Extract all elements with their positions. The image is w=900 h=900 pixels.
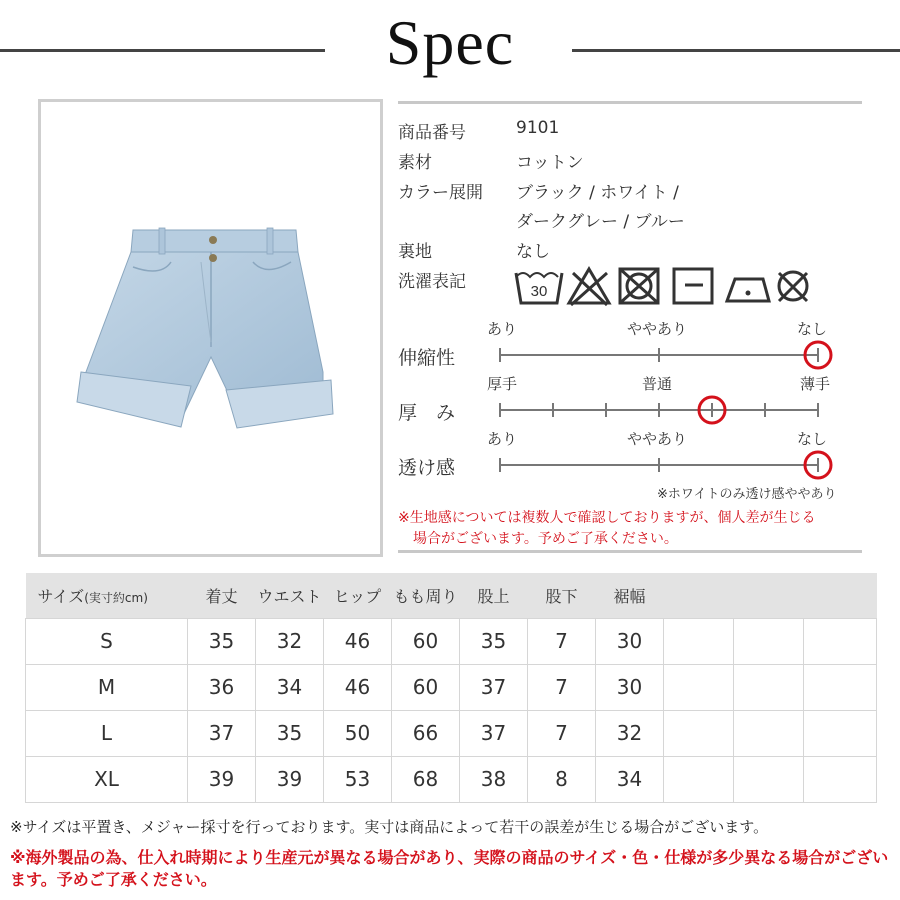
size-cell: XL [26, 756, 188, 802]
column-header: 股下 [528, 573, 596, 618]
wash-30-icon [516, 273, 562, 303]
table-cell-empty [664, 618, 734, 664]
product-no-value: 9101 [516, 118, 560, 138]
product-image-frame [38, 99, 383, 557]
material-label: 素材 [398, 153, 432, 173]
table-cell: 35 [460, 618, 528, 664]
thickness-scale [490, 391, 840, 429]
size-cell: S [26, 618, 188, 664]
footer-note-measurement: ※サイズは平置き、メジャー採寸を行っております。実寸は商品によって若干の誤差が生じる場合がございます。 [10, 818, 769, 836]
stretch-title: 伸縮性 [398, 347, 456, 369]
table-cell: 30 [596, 618, 664, 664]
thickness-label-right: 薄手 [800, 375, 831, 393]
table-cell-empty [664, 710, 734, 756]
colors-label: カラー展開 [398, 183, 483, 203]
footer-note-overseas: ※海外製品の為、仕入れ時期により生産元が異なる場合があり、実際の商品のサイズ・色・仕様が多少異なる場合がございます。予めご了承ください。 [10, 848, 889, 889]
table-cell: 53 [324, 756, 392, 802]
colors-value-line2: ダークグレー / ブルー [516, 212, 685, 232]
title-divider-right [572, 49, 900, 52]
column-header-empty [664, 573, 734, 618]
stretch-label-left: あり [487, 320, 518, 338]
table-cell: 7 [528, 664, 596, 710]
sheer-title: 透け感 [398, 457, 456, 479]
table-row [26, 710, 877, 756]
table-cell: 8 [528, 756, 596, 802]
table-cell: 39 [188, 756, 256, 802]
iron-low-icon [727, 279, 769, 301]
table-cell-empty [664, 664, 734, 710]
stretch-scale [490, 336, 840, 374]
table-cell: 7 [528, 710, 596, 756]
sheer-label-left: あり [487, 430, 518, 448]
sheer-label-right: なし [797, 430, 828, 448]
care-icons [513, 265, 813, 313]
size-cell: L [26, 710, 188, 756]
table-cell: 46 [324, 618, 392, 664]
table-cell: 37 [188, 710, 256, 756]
title-divider-left [0, 49, 325, 52]
denim-shorts-image [41, 102, 380, 554]
table-cell-empty [804, 756, 877, 802]
size-header [26, 573, 188, 618]
table-cell: 7 [528, 618, 596, 664]
table-cell: 35 [188, 618, 256, 664]
material-value: コットン [516, 153, 584, 173]
column-header-empty [804, 573, 877, 618]
table-cell: 35 [256, 710, 324, 756]
table-cell-empty [734, 664, 804, 710]
table-cell: 38 [460, 756, 528, 802]
no-bleach-icon [569, 269, 609, 305]
no-dry-clean-icon [779, 272, 807, 301]
stretch-label-right: なし [797, 320, 828, 338]
sheer-label-mid: ややあり [627, 430, 688, 448]
size-header-sub: (実寸約cm) [84, 590, 148, 605]
table-cell-empty [734, 618, 804, 664]
size-table [25, 573, 877, 803]
table-cell: 37 [460, 664, 528, 710]
care-label: 洗濯表記 [398, 272, 466, 292]
table-cell: 37 [460, 710, 528, 756]
column-header-empty [734, 573, 804, 618]
column-header: ヒップ [324, 573, 392, 618]
lining-label: 裏地 [398, 242, 432, 262]
white-sheer-note: ※ホワイトのみ透け感ややあり [657, 487, 837, 502]
wash-temp-label: 30 [530, 283, 548, 300]
table-cell: 46 [324, 664, 392, 710]
thickness-title: 厚 み [398, 402, 456, 424]
size-header-main: サイズ [37, 586, 85, 606]
table-cell: 34 [596, 756, 664, 802]
spec-panel-top-border [398, 101, 862, 104]
fabric-note-line1: ※生地感については複数人で確認しておりますが、個人差が生じる [398, 510, 816, 526]
table-cell: 39 [256, 756, 324, 802]
column-header: 裾幅 [596, 573, 664, 618]
size-table-header [26, 573, 877, 618]
spec-panel-bottom-border [398, 550, 862, 553]
stretch-label-mid: ややあり [627, 320, 688, 338]
sheer-scale [490, 446, 840, 484]
table-cell: 36 [188, 664, 256, 710]
table-cell-empty [804, 618, 877, 664]
no-tumble-dry-icon [620, 269, 658, 303]
table-cell: 34 [256, 664, 324, 710]
column-header: 股上 [460, 573, 528, 618]
table-cell: 32 [596, 710, 664, 756]
table-cell-empty [804, 664, 877, 710]
line-dry-shade-icon [674, 269, 712, 303]
colors-value-line1: ブラック / ホワイト / [516, 183, 679, 203]
table-cell: 32 [256, 618, 324, 664]
table-cell: 60 [392, 664, 460, 710]
table-row [26, 756, 877, 802]
column-header: もも周り [392, 573, 460, 618]
table-cell: 30 [596, 664, 664, 710]
product-no-label: 商品番号 [398, 123, 466, 143]
size-cell: M [26, 664, 188, 710]
thickness-label-mid: 普通 [642, 375, 673, 393]
lining-value: なし [516, 242, 550, 262]
fabric-note-line2: 場合がございます。予めご了承ください。 [413, 531, 678, 547]
table-row [26, 618, 877, 664]
table-cell-empty [804, 710, 877, 756]
table-cell: 60 [392, 618, 460, 664]
table-cell-empty [664, 756, 734, 802]
table-cell-empty [734, 710, 804, 756]
table-cell-empty [734, 756, 804, 802]
table-row [26, 664, 877, 710]
thickness-label-left: 厚手 [487, 375, 518, 393]
table-cell: 50 [324, 710, 392, 756]
page-title: Spec [385, 7, 515, 78]
column-header: ウエスト [256, 573, 324, 618]
column-header: 着丈 [188, 573, 256, 618]
table-cell: 66 [392, 710, 460, 756]
table-cell: 68 [392, 756, 460, 802]
